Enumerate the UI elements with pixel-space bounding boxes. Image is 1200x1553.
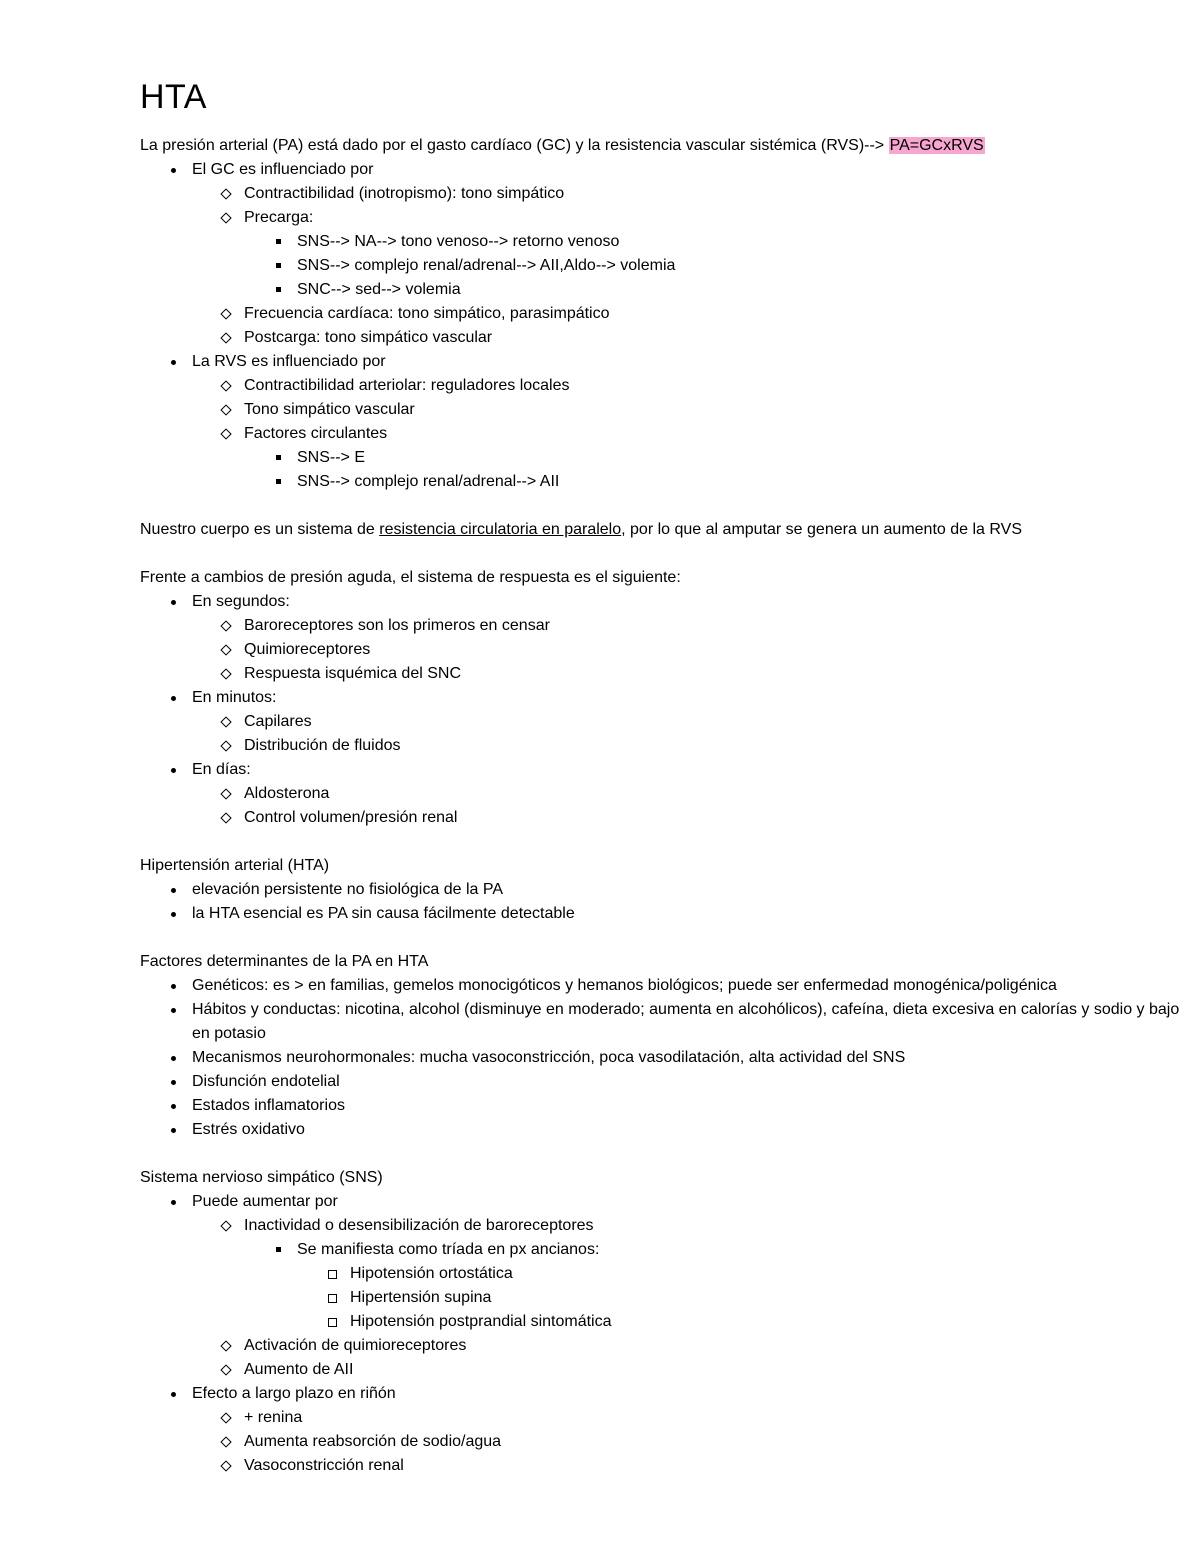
list-item-text: Control volumen/presión renal xyxy=(244,809,458,826)
list-item-text: Aldosterona xyxy=(244,785,330,802)
list-item-text: SNC--> sed--> volemia xyxy=(297,281,461,298)
list-item xyxy=(140,974,1190,998)
list-item xyxy=(140,1310,1190,1334)
spacer xyxy=(140,494,1190,518)
list-item-text: Factores circulantes xyxy=(244,425,388,442)
list-item-text: Estrés oxidativo xyxy=(192,1121,305,1138)
list-item-text: SNS--> NA--> tono venoso--> retorno venoso xyxy=(297,233,620,250)
spacer xyxy=(140,1142,1190,1166)
list-item xyxy=(140,1238,1190,1262)
list-item xyxy=(140,1358,1190,1382)
list-item-text: Postcarga: tono simpático vascular xyxy=(244,329,493,346)
list-item-text: SNS--> complejo renal/adrenal--> AII,Aldo--> volemia xyxy=(297,257,676,274)
parallel-underlined-text: resistencia circulatoria en paralelo xyxy=(379,521,622,538)
list-item xyxy=(140,182,1190,206)
list-item xyxy=(140,302,1190,326)
list-item-text: Mecanismos neurohormonales: mucha vasoconstricción, poca vasodilatación, alta actividad del SNS xyxy=(192,1049,906,1066)
list-item xyxy=(140,806,1190,830)
hypertension-list xyxy=(140,878,1190,926)
list-item xyxy=(140,758,1190,782)
response-list xyxy=(140,590,1190,830)
list-item xyxy=(140,734,1190,758)
sns-list xyxy=(140,1190,1190,1478)
list-item-text: Estados inflamatorios xyxy=(192,1097,345,1114)
list-item-text: Frecuencia cardíaca: tono simpático, parasimpático xyxy=(244,305,610,322)
list-item xyxy=(140,422,1190,446)
list-item xyxy=(140,662,1190,686)
list-item xyxy=(140,1454,1190,1478)
spacer xyxy=(140,926,1190,950)
list-item-text: la HTA esencial es PA sin causa fácilmente detectable xyxy=(192,905,575,922)
list-item xyxy=(140,686,1190,710)
list-item xyxy=(140,638,1190,662)
list-item xyxy=(140,1334,1190,1358)
list-item-text: En segundos: xyxy=(192,593,290,610)
list-item xyxy=(140,158,1190,182)
list-item xyxy=(140,1118,1190,1142)
list-item-text: Hipotensión ortostática xyxy=(350,1265,513,1282)
list-item xyxy=(140,254,1190,278)
list-item xyxy=(140,614,1190,638)
list-item xyxy=(140,1262,1190,1286)
document-page xyxy=(140,78,1190,1478)
list-item xyxy=(140,1046,1190,1070)
list-item xyxy=(140,1406,1190,1430)
highlighted-formula: PA=GCxRVS xyxy=(889,137,984,154)
list-item xyxy=(140,230,1190,254)
list-item xyxy=(140,1070,1190,1094)
parallel-text-after: , por lo que al amputar se genera un aumento de la RVS xyxy=(621,521,1022,538)
spacer xyxy=(140,542,1190,566)
parallel-paragraph xyxy=(140,518,1190,542)
hypertension-heading: Hipertensión arterial (HTA) xyxy=(140,857,330,874)
list-item xyxy=(140,1094,1190,1118)
list-item xyxy=(140,374,1190,398)
page-title: HTA xyxy=(140,78,207,116)
list-item xyxy=(140,1430,1190,1454)
list-item-text: Hipertensión supina xyxy=(350,1289,492,1306)
list-item-text: Precarga: xyxy=(244,209,314,226)
response-heading: Frente a cambios de presión aguda, el sistema de respuesta es el siguiente: xyxy=(140,569,681,586)
list-item-text: Aumento de AII xyxy=(244,1361,354,1378)
list-item xyxy=(140,206,1190,230)
sns-heading: Sistema nervioso simpático (SNS) xyxy=(140,1169,383,1186)
list-item-text: Contractibilidad (inotropismo): tono simpático xyxy=(244,185,565,202)
factors-heading: Factores determinantes de la PA en HTA xyxy=(140,953,429,970)
list-item-text: Tono simpático vascular xyxy=(244,401,415,418)
list-item-text: Baroreceptores son los primeros en censar xyxy=(244,617,550,634)
list-item xyxy=(140,326,1190,350)
list-item-text: Hipotensión postprandial sintomática xyxy=(350,1313,612,1330)
intro-text: La presión arterial (PA) está dado por el gasto cardíaco (GC) y la resistencia vascular sistémica (RVS)--> xyxy=(140,137,889,154)
list-item-text: Aumenta reabsorción de sodio/agua xyxy=(244,1433,502,1450)
list-item xyxy=(140,1382,1190,1406)
list-item xyxy=(140,998,1190,1046)
list-item-text: Vasoconstricción renal xyxy=(244,1457,404,1474)
list-item-text: Efecto a largo plazo en riñón xyxy=(192,1385,396,1402)
list-item xyxy=(140,590,1190,614)
list-item-text: En minutos: xyxy=(192,689,277,706)
list-item xyxy=(140,710,1190,734)
list-item xyxy=(140,278,1190,302)
parallel-text-before: Nuestro cuerpo es un sistema de xyxy=(140,521,380,538)
list-item xyxy=(140,470,1190,494)
list-item-text: Inactividad o desensibilización de baroreceptores xyxy=(244,1217,594,1234)
list-item xyxy=(140,398,1190,422)
list-item-text: Respuesta isquémica del SNC xyxy=(244,665,461,682)
list-item-text: + renina xyxy=(244,1409,303,1426)
list-item-text: Genéticos: es > en familias, gemelos monocigóticos y hemanos biológicos; puede ser enfermedad monogénica/poligénica xyxy=(192,977,1057,994)
intro-paragraph xyxy=(140,134,1190,158)
list-item xyxy=(140,782,1190,806)
list-item-text: Puede aumentar por xyxy=(192,1193,338,1210)
list-item xyxy=(140,878,1190,902)
factors-list xyxy=(140,974,1190,1142)
list-item xyxy=(140,446,1190,470)
list-item-text: En días: xyxy=(192,761,251,778)
list-item-text: Se manifiesta como tríada en px ancianos: xyxy=(297,1241,600,1258)
list-item-text: elevación persistente no fisiológica de la PA xyxy=(192,881,503,898)
list-item-text: Activación de quimioreceptores xyxy=(244,1337,467,1354)
list-item-text: Hábitos y conductas: nicotina, alcohol (disminuye en moderado; aumenta en alcohólicos), cafeína, dieta excesiva en calorías y sodio y bajo en potasio xyxy=(192,1001,1180,1042)
list-item-text: Quimioreceptores xyxy=(244,641,371,658)
list-item-text: SNS--> E xyxy=(297,449,366,466)
list-item-text: El GC es influenciado por xyxy=(192,161,374,178)
list-item-text: La RVS es influenciado por xyxy=(192,353,386,370)
list-item xyxy=(140,902,1190,926)
list-item-text: Contractibilidad arteriolar: reguladores locales xyxy=(244,377,570,394)
spacer xyxy=(140,830,1190,854)
intro-list xyxy=(140,158,1190,494)
list-item-text: Disfunción endotelial xyxy=(192,1073,340,1090)
list-item xyxy=(140,1214,1190,1238)
list-item xyxy=(140,1190,1190,1214)
list-item-text: Capilares xyxy=(244,713,312,730)
list-item-text: SNS--> complejo renal/adrenal--> AII xyxy=(297,473,560,490)
list-item xyxy=(140,350,1190,374)
list-item xyxy=(140,1286,1190,1310)
list-item-text: Distribución de fluidos xyxy=(244,737,401,754)
